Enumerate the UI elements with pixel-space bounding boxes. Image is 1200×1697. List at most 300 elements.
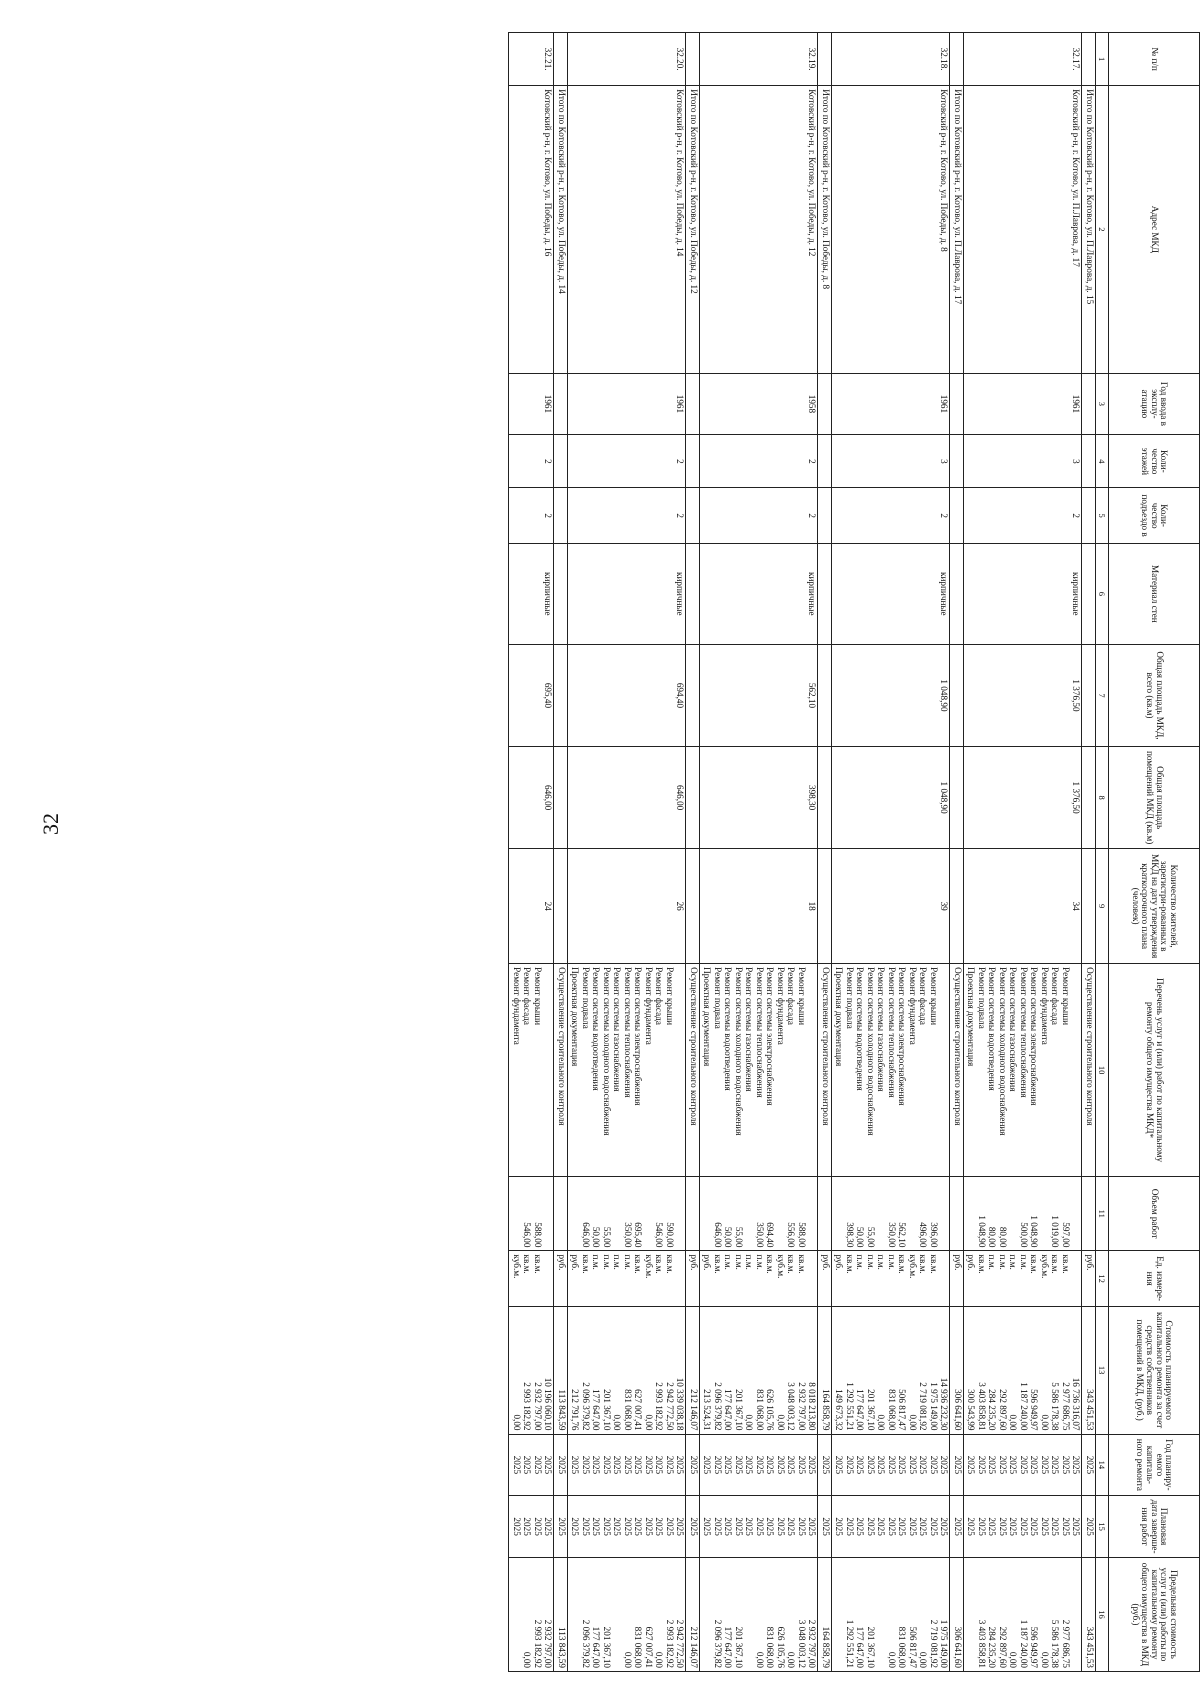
work-item: Ремонт системы газоснабжения (744, 967, 755, 1092)
limit-cost: 2 096 379,82 (581, 1619, 591, 1668)
work-volume: 1 048,90 (977, 1215, 987, 1248)
end-date: 2025 (918, 1517, 929, 1536)
plan-year: 2025 (1040, 1455, 1050, 1475)
end-date: 2025 (887, 1517, 897, 1536)
limit-cost: 306 641,60 (953, 1626, 963, 1668)
plan-year-cell (509, 1434, 554, 1496)
plan-year: 2025 (845, 1455, 855, 1475)
cost: 0,00 (776, 1414, 786, 1431)
plan-year: 2025 (866, 1455, 876, 1475)
work-volume: 695,40 (633, 1222, 644, 1248)
plan-year-cell (1082, 1434, 1096, 1496)
row-number: 32.21. (509, 33, 554, 86)
work-volume (965, 1180, 976, 1248)
column-header: Предельная стоимость услуг и (или) работы по капитальному ремонту общего имущества в МКД (руб.) (1109, 1557, 1200, 1671)
rooms-area (950, 747, 964, 849)
row-number: 32.19. (700, 33, 819, 86)
end-date: 2025 (929, 1517, 939, 1536)
cost: 2 993 182,92 (654, 1382, 665, 1431)
work-volume: 597,00 (1061, 1222, 1071, 1248)
entrances (554, 488, 568, 543)
column-number: 16 (1096, 1557, 1109, 1671)
work-volume (643, 1180, 654, 1248)
limit-cost-cell (509, 1557, 554, 1671)
work-volume (611, 1180, 622, 1248)
table-row (554, 33, 568, 1672)
unit: п.м. (744, 1254, 755, 1270)
end-date: 2025 (855, 1517, 866, 1536)
cost: 16 736 316,07 (1071, 1377, 1082, 1431)
unit: руб. (702, 1254, 713, 1271)
cost: 0,00 (744, 1414, 755, 1431)
cost-cell (964, 1306, 1083, 1434)
end-date: 2025 (876, 1517, 887, 1536)
cost: 177 647,00 (723, 1389, 734, 1431)
column-header: Ед. измере-ния (1109, 1251, 1200, 1306)
end-date: 2025 (557, 1517, 567, 1536)
cost: 831 068,00 (887, 1389, 897, 1431)
unit: п.м. (734, 1254, 744, 1270)
work-volume (511, 1180, 522, 1248)
cost: 506 817,47 (897, 1389, 908, 1431)
work-volume (806, 1180, 817, 1248)
work-item-cell (700, 964, 819, 1177)
work-volume (820, 1180, 831, 1248)
end-date: 2025 (953, 1517, 963, 1536)
unit-cell (950, 1251, 964, 1306)
column-number: 2 (1096, 86, 1109, 373)
work-volume-cell (509, 1176, 554, 1251)
unit (806, 1254, 817, 1302)
work-item: Ремонт фундамента (908, 967, 918, 1045)
limit-cost: 831 068,00 (633, 1626, 644, 1668)
plan-year: 2025 (602, 1455, 612, 1475)
work-item (938, 967, 949, 1173)
plan-year: 2025 (1029, 1455, 1040, 1475)
work-volume: 694,40 (765, 1222, 776, 1248)
unit: п.м. (723, 1254, 734, 1270)
table-row (1082, 33, 1096, 1672)
end-date: 2025 (998, 1517, 1008, 1536)
work-item: Ремонт крыши (533, 967, 543, 1026)
address: Котовский р-н, г. Котово, ул. Победы, д. 16 (509, 86, 554, 373)
limit-cost: 343 451,53 (1085, 1626, 1095, 1668)
plan-year: 2025 (570, 1455, 581, 1475)
floors: 2 (700, 435, 819, 488)
unit: куб.м. (908, 1254, 918, 1279)
end-date: 2025 (821, 1517, 831, 1536)
work-volume: 396,00 (929, 1222, 939, 1248)
unit: кв.м. (654, 1254, 665, 1274)
cost: 306 641,60 (953, 1389, 963, 1431)
column-header: Коли-чество этажей (1109, 435, 1200, 488)
year-built: 1961 (964, 373, 1083, 435)
work-volume: 646,00 (713, 1222, 723, 1248)
work-volume (1070, 1180, 1081, 1248)
cost: 212 791,76 (570, 1389, 581, 1431)
work-item-cell (686, 964, 700, 1177)
total-area (554, 644, 568, 746)
work-item-cell (818, 964, 832, 1177)
end-date: 2025 (1029, 1517, 1040, 1536)
plan-year: 2025 (1050, 1455, 1061, 1475)
work-volume (1007, 1180, 1018, 1248)
limit-cost-cell (554, 1557, 568, 1671)
end-date: 2025 (1008, 1517, 1019, 1536)
end-date: 2025 (633, 1517, 644, 1536)
unit: руб. (1085, 1254, 1095, 1271)
entrances (950, 488, 964, 543)
plan-year: 2025 (533, 1455, 543, 1475)
cost-cell (568, 1306, 687, 1434)
work-item: Ремонт системы электроснабжения (633, 967, 644, 1106)
work-volume: 1 019,00 (1050, 1215, 1061, 1248)
work-item: Ремонт системы газоснабжения (876, 967, 887, 1092)
residents (686, 849, 700, 964)
work-item: Ремонт системы электроснабжения (1029, 967, 1040, 1106)
year-built: 1958 (700, 373, 819, 435)
work-item: Ремонт фундамента (776, 967, 786, 1045)
unit: п.м. (755, 1254, 765, 1270)
column-number: 11 (1096, 1176, 1109, 1251)
unit: кв.м. (929, 1254, 939, 1274)
limit-cost: 2 096 379,82 (713, 1619, 723, 1668)
work-item: Проектная документация (966, 967, 977, 1067)
work-volume: 50,00 (855, 1226, 866, 1248)
unit-cell (1082, 1251, 1096, 1306)
address: Итого по Котовский р-н, г. Котово, ул. П.Лаврова, д. 15 (1082, 86, 1096, 373)
work-item: Ремонт фасада (918, 967, 929, 1025)
work-item: Ремонт системы водоотведения (723, 967, 734, 1091)
limit-cost: 831 068,00 (765, 1626, 776, 1668)
limit-cost: 177 647,00 (855, 1626, 866, 1668)
unit: п.м. (591, 1254, 602, 1270)
rooms-area: 646,00 (509, 747, 554, 849)
work-volume: 55,00 (734, 1226, 744, 1248)
cost: 212 146,07 (689, 1389, 699, 1431)
work-item: Ремонт системы теплоснабжения (1019, 967, 1029, 1098)
unit: кв.м. (977, 1254, 987, 1274)
unit: кв.м. (797, 1254, 807, 1274)
limit-cost: 201 367,10 (734, 1626, 744, 1668)
limit-cost-cell (964, 1557, 1083, 1671)
unit: п.м. (612, 1254, 623, 1270)
rooms-area (818, 747, 832, 849)
end-date: 2025 (1019, 1517, 1029, 1536)
unit: кв.м. (786, 1254, 797, 1274)
cost: 149 673,32 (834, 1389, 845, 1431)
work-item-cell (568, 964, 687, 1177)
end-date: 2025 (1085, 1517, 1095, 1536)
unit: кв.м. (1029, 1254, 1040, 1274)
work-item: Ремонт крыши (797, 967, 807, 1026)
plan-year: 2025 (908, 1455, 918, 1475)
unit: п.м. (1019, 1254, 1029, 1270)
end-date: 2025 (533, 1517, 543, 1536)
work-item: Ремонт подвала (845, 967, 855, 1029)
row-number (818, 33, 832, 86)
address: Итого по Котовский р-н, г. Котово, ул. Победы, д. 12 (686, 86, 700, 373)
end-date: 2025 (543, 1517, 554, 1536)
end-date: 2025 (845, 1517, 855, 1536)
column-number: 12 (1096, 1251, 1109, 1306)
end-date-cell (964, 1496, 1083, 1558)
floors (1082, 435, 1096, 488)
unit: кв.м. (713, 1254, 723, 1274)
row-number (554, 33, 568, 86)
plan-year: 2025 (966, 1455, 977, 1475)
work-item: Ремонт системы электроснабжения (765, 967, 776, 1106)
column-header: № п/п (1109, 33, 1200, 86)
end-date: 2025 (665, 1517, 675, 1536)
limit-cost: 0,00 (1008, 1651, 1019, 1668)
work-volume: 50,00 (723, 1226, 734, 1248)
plan-year-cell (950, 1434, 964, 1496)
cost: 0,00 (512, 1414, 522, 1431)
column-number: 7 (1096, 644, 1109, 746)
total-area: 1 376,50 (964, 644, 1083, 746)
column-number: 15 (1096, 1496, 1109, 1558)
cost: 8 018 213,80 (807, 1382, 818, 1431)
unit: куб.м. (776, 1254, 786, 1279)
work-volume: 546,00 (522, 1222, 533, 1248)
plan-year: 2025 (776, 1455, 786, 1475)
cost: 0,00 (1040, 1414, 1050, 1431)
year-built: 1961 (568, 373, 687, 435)
work-item: Ремонт системы газоснабжения (1008, 967, 1019, 1092)
table-row (686, 33, 700, 1672)
cost: 0,00 (612, 1414, 623, 1431)
work-volume (556, 1180, 567, 1248)
column-header: Год планиру-емого капиталь-ного ремонта (1109, 1434, 1200, 1496)
unit: п.м. (623, 1254, 633, 1270)
work-volume: 350,00 (755, 1222, 765, 1248)
plan-year-cell (554, 1434, 568, 1496)
work-item: Ремонт системы холодного водоснабжения (602, 967, 612, 1136)
plan-year-cell (964, 1434, 1083, 1496)
plan-year: 2025 (713, 1455, 723, 1475)
work-volume: 350,00 (887, 1222, 897, 1248)
cost: 1 975 149,00 (929, 1382, 939, 1431)
column-header: Объем работ (1109, 1176, 1200, 1251)
end-date: 2025 (786, 1517, 797, 1536)
cost: 627 007,41 (633, 1389, 644, 1431)
limit-cost: 1 292 551,21 (845, 1619, 855, 1668)
wall-material (1082, 543, 1096, 644)
total-area: 695,40 (509, 644, 554, 746)
table-row (509, 33, 554, 1672)
work-volume (952, 1180, 963, 1248)
unit: кв.м. (581, 1254, 591, 1274)
cost-cell (686, 1306, 700, 1434)
work-item: Ремонт крыши (929, 967, 939, 1026)
unit: руб. (834, 1254, 845, 1271)
end-date: 2025 (1040, 1517, 1050, 1536)
limit-cost: 3 048 003,12 (797, 1619, 807, 1668)
row-number: 32.20. (568, 33, 687, 86)
work-item: Ремонт фундамента (1040, 967, 1050, 1045)
work-item: Ремонт фасада (654, 967, 665, 1025)
wall-material: кирпичные (568, 543, 687, 644)
end-date: 2025 (939, 1517, 950, 1536)
table-row (964, 33, 1083, 1672)
cost-cell (950, 1306, 964, 1434)
limit-cost: 0,00 (522, 1651, 533, 1668)
limit-cost: 177 647,00 (591, 1626, 602, 1668)
row-number: 32.18. (832, 33, 951, 86)
end-date: 2025 (644, 1517, 654, 1536)
work-volume: 50,00 (591, 1226, 602, 1248)
cost: 10 196 060,10 (543, 1377, 554, 1431)
end-date: 2025 (765, 1517, 776, 1536)
end-date: 2025 (908, 1517, 918, 1536)
work-volume-cell (832, 1176, 951, 1251)
wall-material: кирпичные (832, 543, 951, 644)
cost: 213 524,31 (702, 1389, 713, 1431)
work-volume: 80,00 (998, 1226, 1008, 1248)
limit-cost: 164 858,79 (821, 1626, 831, 1668)
wall-material (686, 543, 700, 644)
address: Котовский р-н, г. Котово, ул. П.Лаврова, д. 17 (964, 86, 1083, 373)
plan-year: 2025 (522, 1455, 533, 1475)
total-area (950, 644, 964, 746)
plan-year-cell (700, 1434, 819, 1496)
limit-cost-cell (700, 1557, 819, 1671)
unit (1070, 1254, 1081, 1302)
plan-year: 2025 (987, 1455, 998, 1475)
limit-cost-cell (568, 1557, 687, 1671)
column-number: 1 (1096, 33, 1109, 86)
unit: кв.м. (845, 1254, 855, 1274)
row-number (686, 33, 700, 86)
entrances: 2 (509, 488, 554, 543)
cost-cell (700, 1306, 819, 1434)
plan-year: 2025 (939, 1455, 950, 1475)
rooms-area (554, 747, 568, 849)
work-item (542, 967, 553, 1173)
unit: куб.м. (644, 1254, 654, 1279)
plan-year: 2025 (723, 1455, 734, 1475)
column-number: 5 (1096, 488, 1109, 543)
limit-cost (701, 1561, 712, 1668)
unit (938, 1254, 949, 1302)
limit-cost: 201 367,10 (866, 1626, 876, 1668)
unit: кв.м. (533, 1254, 543, 1274)
wall-material: кирпичные (964, 543, 1083, 644)
cost: 177 647,00 (855, 1389, 866, 1431)
unit (542, 1254, 553, 1302)
cost: 2 932 797,00 (533, 1382, 543, 1431)
work-volume-cell (568, 1176, 687, 1251)
limit-cost: 177 647,00 (723, 1626, 734, 1668)
end-date: 2025 (1050, 1517, 1061, 1536)
unit: куб.м. (512, 1254, 522, 1279)
year-built (950, 373, 964, 435)
end-date: 2025 (581, 1517, 591, 1536)
residents: 18 (700, 849, 819, 964)
unit: п.м. (987, 1254, 998, 1270)
cost: 831 068,00 (623, 1389, 633, 1431)
unit: п.м. (1008, 1254, 1019, 1270)
unit: куб.м. (1040, 1254, 1050, 1279)
plan-year: 2025 (876, 1455, 887, 1475)
cost: 10 339 038,18 (675, 1377, 686, 1431)
cost: 3 403 858,81 (977, 1382, 987, 1431)
end-date: 2025 (776, 1517, 786, 1536)
floors (554, 435, 568, 488)
address: Котовский р-н, г. Котово, ул. Победы, д. 12 (700, 86, 819, 373)
work-item: Ремонт фундамента (512, 967, 522, 1045)
unit-cell (509, 1251, 554, 1306)
work-item: Ремонт системы холодного водоснабжения (866, 967, 876, 1136)
year-built: 1961 (509, 373, 554, 435)
floors (686, 435, 700, 488)
column-header: Количество жителей, зарегистри-рованных в МКД на дату утверждения краткосрочного плана (человек) (1109, 849, 1200, 964)
residents (554, 849, 568, 964)
work-item: Ремонт фасада (1050, 967, 1061, 1025)
plan-year: 2025 (998, 1455, 1008, 1475)
cost-cell (832, 1306, 951, 1434)
plan-year: 2025 (633, 1455, 644, 1475)
unit (674, 1254, 685, 1302)
end-date-cell (686, 1496, 700, 1558)
limit-cost: 212 146,07 (689, 1626, 699, 1668)
cost: 2 719 081,92 (918, 1382, 929, 1431)
limit-cost: 2 932 797,00 (807, 1619, 818, 1668)
header-row (1109, 33, 1200, 1672)
plan-year: 2025 (654, 1455, 665, 1475)
plan-year: 2025 (797, 1455, 807, 1475)
plan-year: 2025 (612, 1455, 623, 1475)
floors: 3 (832, 435, 951, 488)
column-header: Адрес МКД (1109, 86, 1200, 373)
plan-year: 2025 (929, 1455, 939, 1475)
limit-cost: 201 367,10 (602, 1626, 612, 1668)
entrances (818, 488, 832, 543)
page-number: 32 (38, 813, 63, 835)
residents (1082, 849, 1096, 964)
cost: 300 543,99 (966, 1389, 977, 1431)
unit: п.м. (855, 1254, 866, 1270)
table-row (832, 33, 951, 1672)
work-volume: 556,00 (786, 1222, 797, 1248)
work-item: Проектная документация (570, 967, 581, 1067)
cost: 292 897,60 (998, 1389, 1008, 1431)
work-volume: 546,00 (654, 1222, 665, 1248)
limit-cost: 2 977 686,75 (1061, 1619, 1071, 1668)
limit-cost-cell (1082, 1557, 1096, 1671)
work-item: Ремонт системы теплоснабжения (623, 967, 633, 1098)
unit: руб. (689, 1254, 699, 1271)
work-item: Ремонт подвала (713, 967, 723, 1029)
end-date: 2025 (702, 1517, 713, 1536)
work-volume: 562,10 (897, 1222, 908, 1248)
column-header: Перечень услуг и (или) работ по капитальному ремонту общего имущества МКД* (1109, 964, 1200, 1177)
address: Итого по Котовский р-н, г. Котово, ул. Победы, д. 8 (818, 86, 832, 373)
work-item: Ремонт системы водоотведения (591, 967, 602, 1091)
work-volume (674, 1180, 685, 1248)
work-item: Ремонт крыши (665, 967, 675, 1026)
work-item-cell (950, 964, 964, 1177)
end-date: 2025 (755, 1517, 765, 1536)
wall-material (818, 543, 832, 644)
limit-cost-cell (686, 1557, 700, 1671)
cost-cell (509, 1306, 554, 1434)
end-date-cell (554, 1496, 568, 1558)
cost: 831 068,00 (755, 1389, 765, 1431)
unit: кв.м. (765, 1254, 776, 1274)
work-item-cell (554, 964, 568, 1177)
